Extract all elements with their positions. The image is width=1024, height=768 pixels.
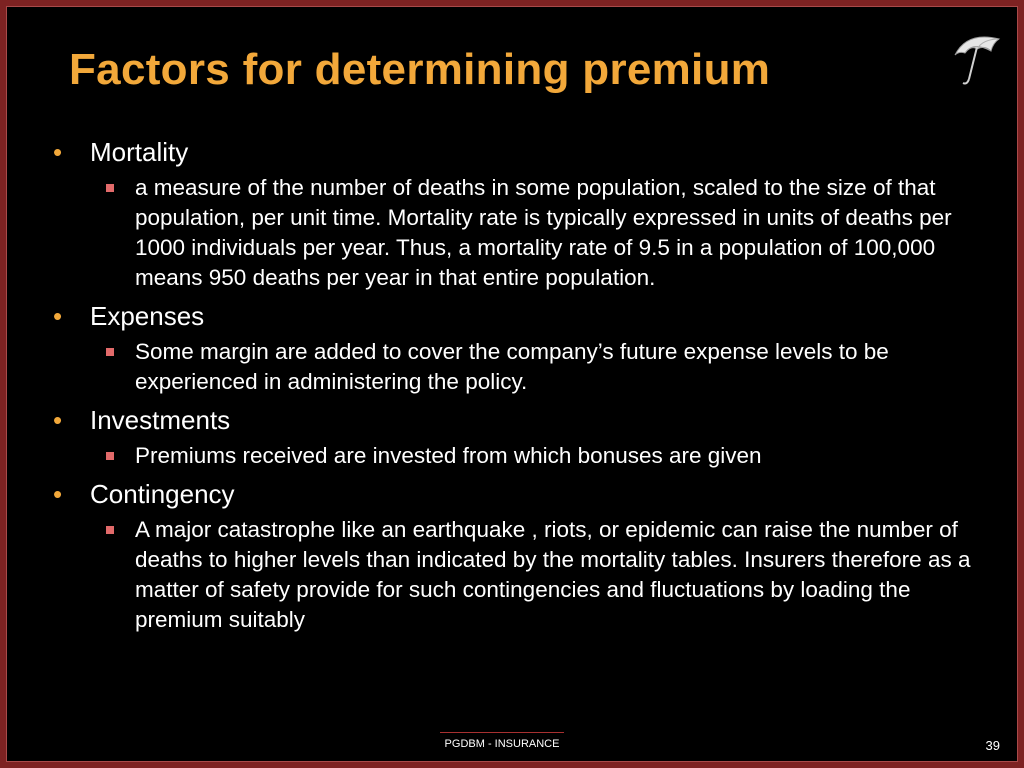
square-bullet-icon: [106, 348, 114, 356]
detail-text: Premiums received are invested from which bonuses are given: [135, 443, 762, 468]
list-item-contingency: [53, 477, 1007, 511]
bullet-icon: •: [53, 137, 63, 167]
slide-title: Factors for determining premium: [69, 45, 771, 94]
list-item-investments: [53, 403, 1007, 437]
bullet-icon: •: [53, 479, 63, 509]
list-item-heading: Mortality: [90, 137, 189, 167]
square-bullet-icon: [106, 452, 114, 460]
list-item-detail: [135, 441, 985, 471]
list-item-heading: Expenses: [90, 301, 205, 331]
detail-text: A major catastrophe like an earthquake , riots, or epidemic can raise the number of deaths to higher levels than indicated by the mortality tables. Insurers therefore as a matter of safety provide for such contingencies and fluctuations by loading the premium suitably: [135, 517, 971, 632]
list-item-heading: Contingency: [90, 479, 235, 509]
list-item-detail: [135, 337, 985, 397]
bullet-list: [7, 135, 1007, 641]
bullet-icon: •: [53, 405, 63, 435]
list-item-detail: [135, 173, 985, 293]
list-item-mortality: [53, 135, 1007, 169]
umbrella-icon: [947, 29, 1009, 89]
footer-divider: [440, 732, 564, 733]
square-bullet-icon: [106, 184, 114, 192]
list-item-detail: [135, 515, 985, 635]
bullet-icon: •: [53, 301, 63, 331]
page-number: 39: [985, 738, 1000, 753]
detail-text: a measure of the number of deaths in some population, scaled to the size of that population, per unit time. Mortality rate is typically expressed in units of deaths per 1000 individuals per year. Thus, a mortality rate of 9.5 in a population of 100,000 means 950 deaths per year in that entire population.: [135, 175, 952, 290]
footer-label: PGDBM - INSURANCE: [444, 738, 560, 750]
detail-text: Some margin are added to cover the company’s future expense levels to be experienced in administering the policy.: [135, 339, 889, 394]
list-item-expenses: [53, 299, 1007, 333]
slide: [6, 6, 1018, 762]
square-bullet-icon: [106, 526, 114, 534]
list-item-heading: Investments: [90, 405, 231, 435]
